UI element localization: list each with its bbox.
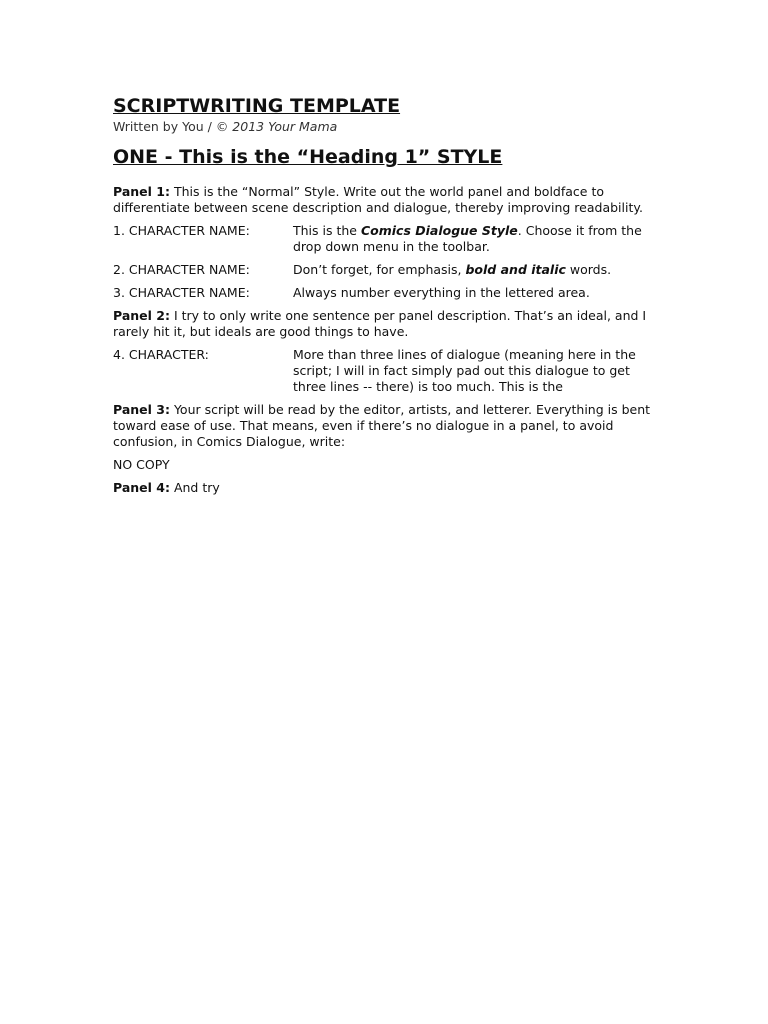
dialogue-line-4: [113, 347, 658, 395]
dialogue-2-emphasis: bold and italic: [465, 262, 566, 277]
dialogue-1-post: . Choose it from the drop down menu in the toolbar.: [293, 223, 642, 254]
byline-author: Written by You /: [113, 119, 216, 134]
panel-2-label: Panel 2:: [113, 308, 170, 323]
dialogue-1-emphasis: Comics Dialogue Style: [360, 223, 518, 238]
document-body: [113, 93, 658, 503]
byline-copyright: © 2013 Your Mama: [215, 119, 338, 134]
dialogue-2-character: 2. CHARACTER NAME:: [113, 262, 250, 277]
dialogue-3-character: 3. CHARACTER NAME:: [113, 285, 250, 300]
panel-3-label: Panel 3:: [113, 402, 170, 417]
dialogue-2-pre: Don’t forget, for emphasis,: [293, 262, 466, 277]
dialogue-4-character: 4. CHARACTER:: [113, 347, 209, 362]
panel-4-label: Panel 4:: [113, 480, 170, 495]
byline: [113, 119, 658, 134]
panel-4-description: [113, 480, 658, 496]
panel-4-text: And try: [169, 480, 220, 495]
panel-1-label: Panel 1:: [113, 184, 170, 199]
dialogue-2-text: [293, 262, 658, 278]
no-copy-line: NO COPY: [113, 457, 170, 472]
document-title: SCRIPTWRITING TEMPLATE: [113, 95, 401, 117]
panel-1-description: [113, 184, 658, 216]
dialogue-3-text: Always number everything in the lettered area.: [293, 285, 590, 300]
dialogue-4-text: More than three lines of dialogue (meaning here in the script; I will in fact simply pad out this dialogue to get three lines -- there) is too much. This is the: [293, 347, 636, 394]
panel-1-text: This is the “Normal” Style. Write out the world panel and boldface to differentiate between scene description and dialogue, thereby improving readability.: [113, 184, 643, 215]
dialogue-1-text: [293, 223, 658, 255]
panel-2-text: I try to only write one sentence per panel description. That’s an ideal, and I rarely hit it, but ideals are good things to have.: [113, 308, 647, 339]
dialogue-1-character: 1. CHARACTER NAME:: [113, 223, 250, 238]
dialogue-1-pre: This is the: [293, 223, 361, 238]
panel-3-description: [113, 402, 658, 450]
dialogue-line-2: [113, 262, 658, 278]
dialogue-2-post: words.: [565, 262, 612, 277]
panel-3-text: Your script will be read by the editor, artists, and letterer. Everything is bent toward ease of use. That means, even if there’s no dialogue in a panel, to avoid confusion, in Comics Dialogue, write:: [113, 402, 651, 449]
dialogue-line-3: [113, 285, 658, 301]
section-heading: ONE - This is the “Heading 1” STYLE: [113, 146, 503, 168]
panel-2-description: [113, 308, 658, 340]
dialogue-line-1: [113, 223, 658, 255]
